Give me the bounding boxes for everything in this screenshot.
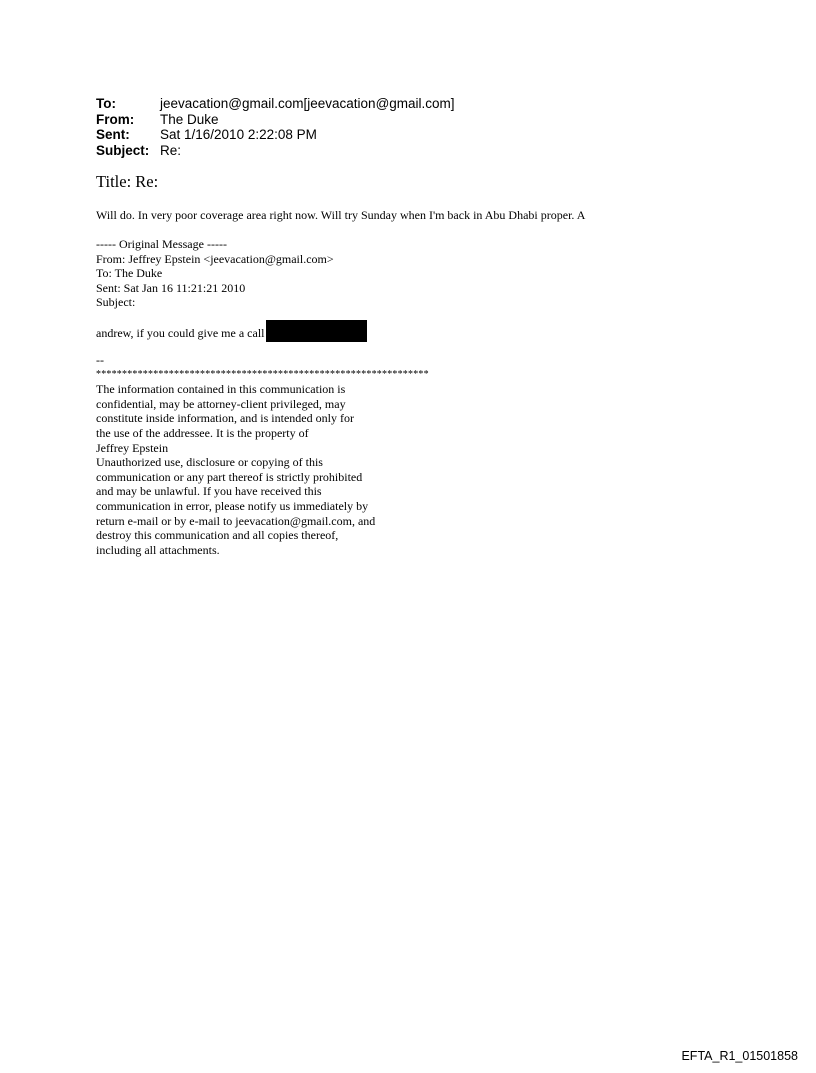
from-value: The Duke (160, 111, 219, 127)
disclaimer-line: including all attachments. (96, 542, 220, 557)
from-label: From: (96, 111, 135, 127)
disclaimer-line: constitute inside information, and is intended only for (96, 411, 354, 426)
email-title: Title: Re: (96, 172, 159, 191)
sent-label: Sent: (96, 127, 130, 142)
original-message (96, 237, 334, 310)
to-row (96, 96, 455, 112)
disclaimer-line: communication or any part thereof is strictly prohibited (96, 469, 363, 484)
disclaimer-line: The information contained in this communication is (96, 382, 346, 397)
subject-value: Re: (160, 142, 182, 158)
email-header (96, 96, 455, 158)
original-separator: ----- Original Message ----- (96, 237, 227, 251)
original-sent: Sent: Sat Jan 16 11:21:21 2010 (96, 280, 246, 295)
greeting-text: andrew, if you could give me a call (96, 325, 265, 340)
disclaimer-line: communication in error, please notify us immediately by (96, 498, 369, 513)
disclaimer-line: and may be unlawful. If you have received this (96, 484, 322, 499)
signature-stars: **************************************************************** (96, 368, 429, 380)
email-body: Will do. In very poor coverage area right now. Will try Sunday when I'm back in Abu Dhabi proper. A (96, 208, 586, 222)
disclaimer-line: Jeffrey Epstein (96, 440, 169, 455)
disclaimer-line: Unauthorized use, disclosure or copying of this (96, 455, 323, 470)
to-label: To: (96, 96, 116, 111)
signature-block (96, 353, 429, 557)
document-id: EFTA_R1_01501858 (681, 1049, 798, 1063)
to-value: jeevacation@gmail.com[jeevacation@gmail.com] (160, 96, 455, 111)
disclaimer-line: destroy this communication and all copies thereof, (96, 528, 339, 543)
signature-dashes: -- (96, 353, 104, 367)
original-subject: Subject: (96, 295, 136, 310)
original-from: From: Jeffrey Epstein <jeevacation@gmail.com> (96, 251, 334, 266)
disclaimer-line: confidential, may be attorney-client privileged, may (96, 396, 346, 411)
disclaimer-line: the use of the addressee. It is the property of (96, 425, 309, 440)
original-to: To: The Duke (96, 266, 163, 281)
from-row (96, 112, 455, 128)
sent-row (96, 127, 455, 143)
sent-value: Sat 1/16/2010 2:22:08 PM (160, 127, 317, 142)
subject-label: Subject: (96, 142, 150, 158)
redaction-box (266, 320, 367, 342)
disclaimer-line: return e-mail or by e-mail to jeevacation@gmail.com, and (96, 513, 376, 528)
greeting-line (96, 322, 367, 344)
subject-row (96, 143, 455, 159)
